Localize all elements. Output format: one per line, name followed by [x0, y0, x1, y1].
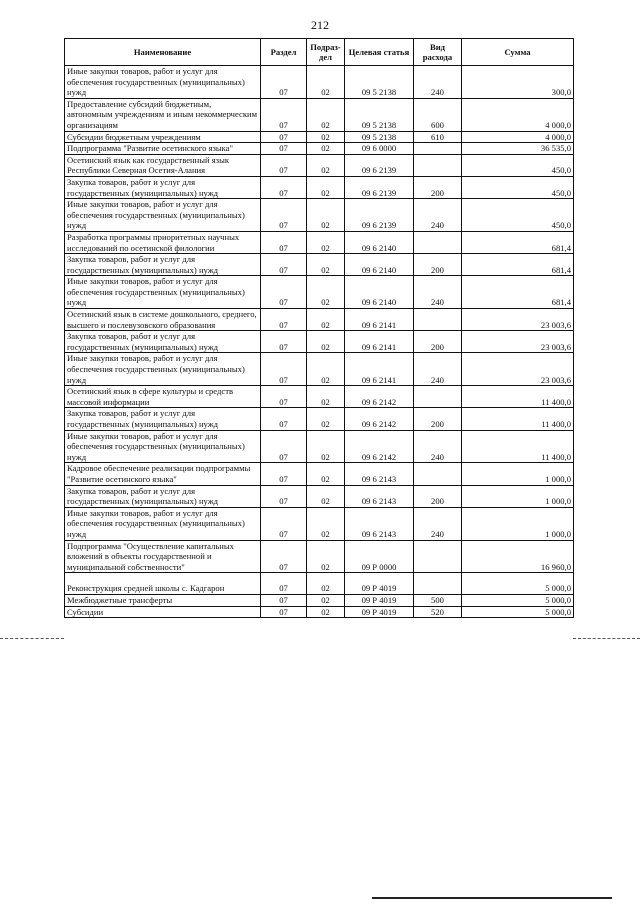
cell-name: Субсидии	[65, 606, 261, 618]
cell-target: 09 Р 4019	[345, 606, 414, 618]
header-subsection: Подраз-дел	[307, 39, 345, 66]
cell-target: 09 Р 0000	[345, 540, 414, 573]
cell-amount: 681,4	[462, 276, 574, 309]
cell-section: 07	[261, 199, 307, 232]
cell-subsection: 02	[307, 463, 345, 485]
cell-section: 07	[261, 176, 307, 198]
cell-expense-type	[414, 143, 462, 155]
cell-expense-type: 600	[414, 98, 462, 131]
cell-target: 09 6 2142	[345, 430, 414, 463]
table-row	[65, 408, 574, 430]
cell-amount: 5 000,0	[462, 573, 574, 595]
cell-amount: 4 000,0	[462, 131, 574, 143]
cell-expense-type: 240	[414, 507, 462, 540]
cell-subsection: 02	[307, 254, 345, 276]
cell-section: 07	[261, 507, 307, 540]
cell-name: Межбюджетные трансферты	[65, 594, 261, 606]
cell-expense-type: 240	[414, 66, 462, 99]
table-row	[65, 199, 574, 232]
table-row	[65, 430, 574, 463]
cell-name: Кадровое обеспечение реализации подпрограммы "Развитие осетинского языка"	[65, 463, 261, 485]
cell-target: 09 5 2138	[345, 98, 414, 131]
cell-subsection: 02	[307, 573, 345, 595]
header-target: Целевая статья	[345, 39, 414, 66]
cell-expense-type: 610	[414, 131, 462, 143]
cell-name: Закупка товаров, работ и услуг для государственных (муниципальных) нужд	[65, 331, 261, 353]
cell-target: 09 5 2138	[345, 66, 414, 99]
cell-amount: 1 000,0	[462, 485, 574, 507]
cell-subsection: 02	[307, 309, 345, 331]
cell-subsection: 02	[307, 154, 345, 176]
cell-target: 09 6 2140	[345, 231, 414, 253]
cell-section: 07	[261, 254, 307, 276]
cell-name: Иные закупки товаров, работ и услуг для обеспечения государственных (муниципальных) нужд	[65, 353, 261, 386]
cell-expense-type: 240	[414, 353, 462, 386]
cell-subsection: 02	[307, 408, 345, 430]
cell-section: 07	[261, 309, 307, 331]
cell-expense-type: 520	[414, 606, 462, 618]
table-row	[65, 485, 574, 507]
cell-section: 07	[261, 331, 307, 353]
scan-edge-line	[372, 897, 612, 899]
cell-name: Иные закупки товаров, работ и услуг для обеспечения государственных (муниципальных) нужд	[65, 66, 261, 99]
cell-name: Иные закупки товаров, работ и услуг для обеспечения государственных (муниципальных) нужд	[65, 276, 261, 309]
cell-section: 07	[261, 143, 307, 155]
cell-expense-type	[414, 231, 462, 253]
cell-expense-type: 240	[414, 430, 462, 463]
cell-target: 09 6 2143	[345, 463, 414, 485]
cell-amount: 4 000,0	[462, 98, 574, 131]
header-section: Раздел	[261, 39, 307, 66]
cell-section: 07	[261, 463, 307, 485]
cell-name: Закупка товаров, работ и услуг для государственных (муниципальных) нужд	[65, 408, 261, 430]
cell-name: Подпрограмма "Осуществление капитальных вложений в объекты государственной и муниципальной собственности"	[65, 540, 261, 573]
cell-target: 09 6 2141	[345, 309, 414, 331]
cell-subsection: 02	[307, 507, 345, 540]
cell-section: 07	[261, 353, 307, 386]
cell-name: Закупка товаров, работ и услуг для государственных (муниципальных) нужд	[65, 176, 261, 198]
cell-section: 07	[261, 573, 307, 595]
cell-amount: 23 003,6	[462, 309, 574, 331]
cell-subsection: 02	[307, 331, 345, 353]
cell-target: 09 6 2140	[345, 254, 414, 276]
cell-target: 09 6 2142	[345, 408, 414, 430]
table-row	[65, 276, 574, 309]
cell-expense-type: 200	[414, 176, 462, 198]
cell-section: 07	[261, 154, 307, 176]
table-row	[65, 309, 574, 331]
table-row	[65, 386, 574, 408]
cell-amount: 11 400,0	[462, 408, 574, 430]
cell-subsection: 02	[307, 66, 345, 99]
cell-target: 09 6 2143	[345, 507, 414, 540]
cell-amount: 23 003,6	[462, 353, 574, 386]
cell-amount: 5 000,0	[462, 606, 574, 618]
cell-section: 07	[261, 386, 307, 408]
cell-subsection: 02	[307, 485, 345, 507]
cell-expense-type: 200	[414, 254, 462, 276]
table-body	[65, 66, 574, 618]
cell-target: 09 6 2141	[345, 331, 414, 353]
cell-name: Иные закупки товаров, работ и услуг для обеспечения государственных (муниципальных) нужд	[65, 199, 261, 232]
cell-name: Подпрограмма "Развитие осетинского языка"	[65, 143, 261, 155]
cell-section: 07	[261, 231, 307, 253]
cell-expense-type	[414, 573, 462, 595]
table-row	[65, 254, 574, 276]
cell-amount: 681,4	[462, 254, 574, 276]
cell-expense-type	[414, 386, 462, 408]
table-row	[65, 463, 574, 485]
cell-section: 07	[261, 131, 307, 143]
cell-amount: 450,0	[462, 176, 574, 198]
cell-section: 07	[261, 276, 307, 309]
cell-amount: 1 000,0	[462, 507, 574, 540]
cell-section: 07	[261, 430, 307, 463]
cell-target: 09 6 2143	[345, 485, 414, 507]
cell-name: Осетинский язык в системе дошкольного, среднего, высшего и послевузовского образования	[65, 309, 261, 331]
cell-expense-type: 500	[414, 594, 462, 606]
table-row	[65, 540, 574, 573]
cell-expense-type	[414, 309, 462, 331]
cell-name: Закупка товаров, работ и услуг для государственных (муниципальных) нужд	[65, 485, 261, 507]
cell-subsection: 02	[307, 231, 345, 253]
cell-expense-type	[414, 463, 462, 485]
cell-amount: 450,0	[462, 154, 574, 176]
table-row	[65, 131, 574, 143]
cell-amount: 23 003,6	[462, 331, 574, 353]
cell-amount: 16 960,0	[462, 540, 574, 573]
cell-name: Реконструкция средней школы с. Кадгарон	[65, 573, 261, 595]
cell-expense-type: 200	[414, 331, 462, 353]
table-row	[65, 231, 574, 253]
cell-section: 07	[261, 66, 307, 99]
cell-target: 09 6 2140	[345, 276, 414, 309]
cell-expense-type: 240	[414, 199, 462, 232]
cell-target: 09 5 2138	[345, 131, 414, 143]
cell-name: Иные закупки товаров, работ и услуг для обеспечения государственных (муниципальных) нужд	[65, 507, 261, 540]
cell-section: 07	[261, 408, 307, 430]
table-header-row	[65, 39, 574, 66]
cell-subsection: 02	[307, 540, 345, 573]
cell-expense-type: 240	[414, 276, 462, 309]
cell-subsection: 02	[307, 594, 345, 606]
cell-amount: 11 400,0	[462, 386, 574, 408]
cell-subsection: 02	[307, 386, 345, 408]
cell-target: 09 6 2142	[345, 386, 414, 408]
header-amount: Сумма	[462, 39, 574, 66]
cell-section: 07	[261, 594, 307, 606]
cell-expense-type: 200	[414, 485, 462, 507]
cell-name: Разработка программы приоритетных научных исследований по осетинской филологии	[65, 231, 261, 253]
cell-subsection: 02	[307, 199, 345, 232]
cell-target: 09 6 2139	[345, 176, 414, 198]
cell-name: Закупка товаров, работ и услуг для государственных (муниципальных) нужд	[65, 254, 261, 276]
table-row	[65, 98, 574, 131]
cell-name: Иные закупки товаров, работ и услуг для обеспечения государственных (муниципальных) нужд	[65, 430, 261, 463]
cell-section: 07	[261, 606, 307, 618]
cell-name: Осетинский язык как государственный язык Республики Северная Осетия-Алания	[65, 154, 261, 176]
header-expense-type: Вид расхода	[414, 39, 462, 66]
cell-expense-type	[414, 540, 462, 573]
table-row	[65, 353, 574, 386]
cell-subsection: 02	[307, 276, 345, 309]
cell-subsection: 02	[307, 143, 345, 155]
cell-expense-type: 200	[414, 408, 462, 430]
cell-name: Субсидии бюджетным учреждениям	[65, 131, 261, 143]
table-row	[65, 594, 574, 606]
table-row	[65, 507, 574, 540]
cell-section: 07	[261, 98, 307, 131]
cell-subsection: 02	[307, 98, 345, 131]
table-row	[65, 331, 574, 353]
cell-target: 09 6 2141	[345, 353, 414, 386]
table-row	[65, 606, 574, 618]
table-row	[65, 66, 574, 99]
cell-amount: 450,0	[462, 199, 574, 232]
table-row	[65, 143, 574, 155]
cell-target: 09 6 2139	[345, 154, 414, 176]
header-name: Наименование	[65, 39, 261, 66]
cell-name: Осетинский язык в сфере культуры и средств массовой информации	[65, 386, 261, 408]
cell-subsection: 02	[307, 430, 345, 463]
table-row	[65, 154, 574, 176]
cell-amount: 5 000,0	[462, 594, 574, 606]
page-number: 212	[311, 18, 329, 32]
cell-target: 09 Р 4019	[345, 573, 414, 595]
cell-target: 09 6 0000	[345, 143, 414, 155]
table-row	[65, 573, 574, 595]
cell-subsection: 02	[307, 606, 345, 618]
cell-amount: 300,0	[462, 66, 574, 99]
cell-subsection: 02	[307, 131, 345, 143]
table-row	[65, 176, 574, 198]
cell-target: 09 6 2139	[345, 199, 414, 232]
cell-amount: 1 000,0	[462, 463, 574, 485]
cell-section: 07	[261, 485, 307, 507]
cell-amount: 11 400,0	[462, 430, 574, 463]
cell-amount: 681,4	[462, 231, 574, 253]
cell-name: Предоставление субсидий бюджетным, автономным учреждениям и иным некоммерческим организациям	[65, 98, 261, 131]
cell-section: 07	[261, 540, 307, 573]
scan-dashed-line	[573, 638, 640, 639]
budget-table	[64, 38, 574, 618]
cell-target: 09 Р 4019	[345, 594, 414, 606]
cell-subsection: 02	[307, 176, 345, 198]
scan-dashed-line	[0, 638, 64, 639]
cell-subsection: 02	[307, 353, 345, 386]
cell-expense-type	[414, 154, 462, 176]
cell-amount: 36 535,0	[462, 143, 574, 155]
